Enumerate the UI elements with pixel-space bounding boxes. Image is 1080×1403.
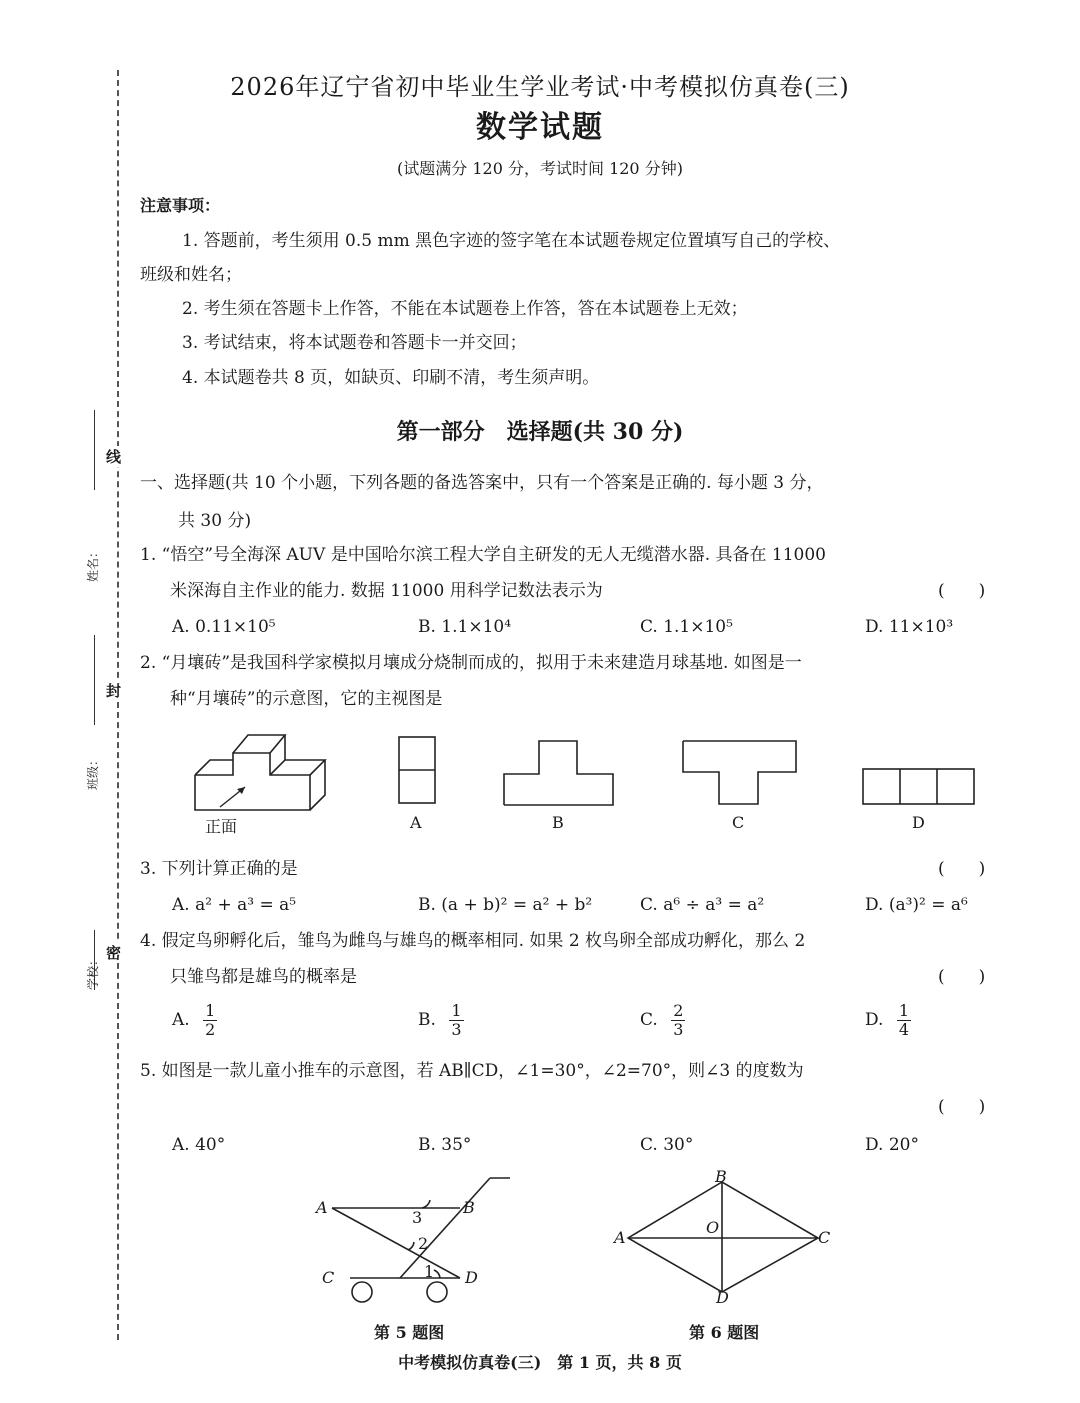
q5-stem: 5. 如图是一款儿童小推车的示意图，若 AB∥CD，∠1=30°，∠2=70°，则∠3 的度数为 [140, 1061, 804, 1081]
q2-stem: 2. “月壤砖”是我国科学家模拟月壤成分烧制而成的，拟用于未来建造月球基地. 如图是一 [140, 653, 802, 673]
q2-label-c: C [732, 813, 745, 832]
q5-option-a: A. 40° [172, 1135, 226, 1155]
q5-option-b: B. 35° [418, 1135, 472, 1155]
q2-label-d: D [912, 813, 925, 832]
q1-answer-paren: ( ) [938, 581, 986, 601]
q1-option-c: C. 1.1×10⁵ [640, 617, 733, 637]
fig5-label-c: C [322, 1268, 335, 1287]
fig5-label-b: B [463, 1198, 475, 1217]
q4-b-denominator: 3 [451, 1020, 462, 1039]
q2-label-b: B [552, 813, 564, 832]
exam-title: 2026年辽宁省初中毕业生学业考试·中考模拟仿真卷(三) [230, 73, 850, 101]
q4-c-denominator: 3 [673, 1020, 684, 1039]
fig5-label-d: D [465, 1268, 478, 1287]
q2-label-a: A [410, 813, 422, 832]
fig6-rhombus-diagram [620, 1178, 830, 1298]
q5-answer-paren: ( ) [938, 1097, 986, 1117]
seal-char-line: 线 [106, 448, 122, 466]
fig5-caption: 第 5 题图 [374, 1323, 445, 1342]
q4-a-numerator: 1 [205, 1001, 216, 1020]
q4-option-c-fraction [671, 1002, 685, 1039]
q4-option-d-letter: D. [865, 1010, 884, 1030]
q2-view-c [682, 740, 798, 806]
fig6-caption: 第 6 题图 [689, 1323, 760, 1342]
fig6-label-o: O [706, 1218, 720, 1237]
note-item-3: 3. 考试结束，将本试题卷和答题卡一并交回； [182, 333, 527, 353]
q4-stem-cont: 只雏鸟都是雄鸟的概率是 [170, 967, 357, 987]
q4-option-c-letter: C. [640, 1010, 658, 1030]
q4-option-a-letter: A. [172, 1010, 190, 1030]
seal-char-seal: 封 [106, 682, 122, 700]
notes-heading: 注意事项： [140, 196, 221, 215]
q2-view-a [398, 736, 438, 806]
q1-stem-cont: 米深海自主作业的能力. 数据 11000 用科学记数法表示为 [170, 581, 603, 601]
fig5-angle-3: 3 [412, 1208, 423, 1227]
q3-option-b: B. (a + b)² = a² + b² [418, 895, 593, 915]
q4-d-denominator: 4 [898, 1020, 910, 1039]
seal-char-secret: 密 [106, 944, 122, 962]
moon-brick-3d-figure [190, 725, 340, 815]
part1-instruction-cont: 共 30 分) [178, 511, 252, 531]
q2-front-label: 正面 [205, 817, 238, 836]
q5-option-c: C. 30° [640, 1135, 694, 1155]
q1-stem: 1. “悟空”号全海深 AUV 是中国哈尔滨工程大学自主研发的无人无缆潜水器. 具备在 11000 [140, 545, 826, 565]
fig6-label-b: B [715, 1167, 727, 1186]
q4-option-a [172, 1002, 217, 1039]
q3-answer-paren: ( ) [938, 859, 986, 879]
q5-option-d: D. 20° [865, 1135, 919, 1155]
q2-view-b [503, 740, 615, 806]
q2-view-d [862, 768, 976, 806]
q3-option-c: C. a⁶ ÷ a³ = a² [640, 895, 765, 915]
q2-stem-cont: 种“月壤砖”的示意图，它的主视图是 [170, 689, 443, 709]
q4-option-d [865, 1002, 911, 1039]
note-item-1: 1. 答题前，考生须用 0.5 mm 黑色字迹的签字笔在本试题卷规定位置填写自己的学校、 [182, 231, 841, 251]
note-item-1-cont: 班级和姓名； [140, 265, 242, 285]
student-name-label: 姓名： [86, 545, 100, 582]
q4-c-numerator: 2 [673, 1001, 684, 1020]
binding-dashed-line [117, 70, 119, 1340]
q1-option-d: D. 11×10³ [865, 617, 954, 637]
q4-option-d-fraction [897, 1002, 911, 1039]
part1-title: 第一部分 选择题(共 30 分) [396, 419, 684, 445]
fig6-label-d: D [716, 1288, 729, 1307]
fig5-angle-2: 2 [418, 1234, 429, 1253]
q4-answer-paren: ( ) [938, 967, 986, 987]
q4-a-denominator: 2 [205, 1020, 216, 1039]
q4-option-b [418, 1002, 464, 1039]
q4-option-c [640, 1002, 685, 1039]
page-footer: 中考模拟仿真卷(三) 第 1 页，共 8 页 [398, 1353, 682, 1372]
fig5-angle-1: 1 [424, 1262, 435, 1281]
exam-info: (试题满分 120 分，考试时间 120 分钟) [397, 159, 683, 178]
school-label: 学校： [86, 953, 100, 990]
q1-option-b: B. 1.1×10⁴ [418, 617, 512, 637]
q4-stem: 4. 假定鸟卵孵化后，雏鸟为雌鸟与雄鸟的概率相同. 如果 2 枚鸟卵全部成功孵化，那么 2 [140, 931, 806, 951]
q4-option-b-fraction [449, 1002, 463, 1039]
q3-option-d: D. (a³)² = a⁶ [865, 895, 968, 915]
q4-option-a-fraction [203, 1002, 217, 1039]
q3-option-a: A. a² + a³ = a⁵ [172, 895, 297, 915]
q4-d-numerator: 1 [898, 1001, 910, 1020]
class-label: 班级： [86, 753, 100, 790]
fig5-label-a: A [316, 1198, 328, 1217]
fig6-label-a: A [614, 1228, 626, 1247]
class-blank-line [94, 635, 95, 725]
fig6-label-c: C [818, 1228, 831, 1247]
q1-option-a: A. 0.11×10⁵ [172, 617, 276, 637]
note-item-4: 4. 本试题卷共 8 页，如缺页、印刷不清，考生须声明。 [182, 368, 600, 388]
q4-b-numerator: 1 [451, 1001, 462, 1020]
subject-title: 数学试题 [476, 110, 604, 145]
part1-instruction: 一、选择题(共 10 个小题，下列各题的备选答案中，只有一个答案是正确的. 每小题 3 分， [140, 473, 824, 493]
q3-stem: 3. 下列计算正确的是 [140, 859, 298, 879]
note-item-2: 2. 考生须在答题卡上作答，不能在本试题卷上作答，答在本试题卷上无效； [182, 299, 748, 319]
q4-option-b-letter: B. [418, 1010, 436, 1030]
